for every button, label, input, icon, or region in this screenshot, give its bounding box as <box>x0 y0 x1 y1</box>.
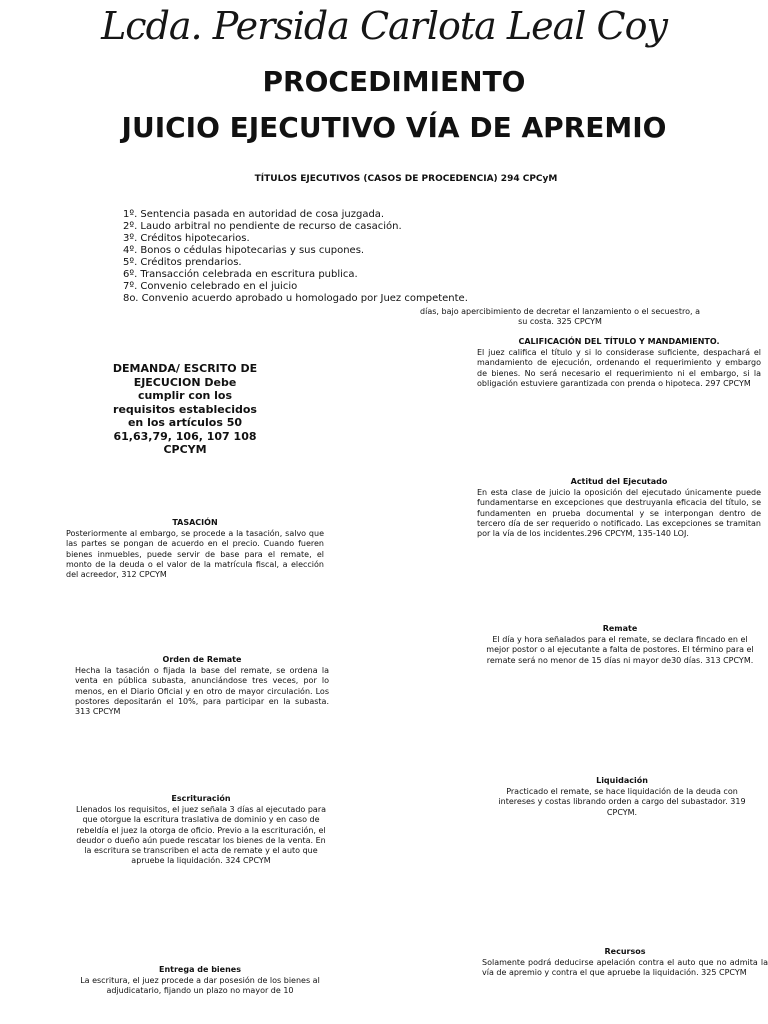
demanda-box: DEMANDA/ ESCRITO DE EJECUCION Debe cumplir con los requisitos establecidos en los artículos 50 61,63,79, 106, 107 108 CPCYM <box>112 362 258 456</box>
remate-section <box>480 624 760 666</box>
title-procedimiento: PROCEDIMIENTO <box>262 65 526 98</box>
escrituracion-body: Llenados los requisitos, el juez señala 3 días al ejecutado para que otorgue la escritura traslativa de dominio y en caso de rebeldía el juez la otorga de oficio. Previo a la escrituración, el deudor o dueño aún puede rescatar los bienes de la venta. En la escritura se transcriben el acta de remate y el auto que apruebe la liquidación. 324 CPCYM <box>75 805 327 866</box>
list-item: 1º. Sentencia pasada en autoridad de cosa juzgada. <box>123 209 385 220</box>
entrega-bienes-body: La escritura, el juez procede a dar posesión de los bienes al adjudicatario, fijando un plazo no mayor de 10 <box>80 976 320 996</box>
list-item: 4º. Bonos o cédulas hipotecarias y sus cupones. <box>123 245 365 256</box>
list-item: 6º. Transacción celebrada en escritura publica. <box>123 269 358 280</box>
list-item: 8o. Convenio acuerdo aprobado u homologado por Juez competente. <box>123 293 468 304</box>
title-juicio-ejecutivo: JUICIO EJECUTIVO VÍA DE APREMIO <box>121 111 667 144</box>
list-item: 3º. Créditos hipotecarios. <box>123 233 250 244</box>
titulos-list <box>123 209 468 305</box>
liquidacion-section <box>492 776 752 818</box>
recursos-body: Solamente podrá deducirse apelación contra el auto que no admita la vía de apremio y contra el que apruebe la liquidación. 325 CPCYM <box>482 958 768 978</box>
tasacion-heading: TASACIÓN <box>172 518 218 527</box>
recursos-section <box>482 947 768 979</box>
entrega-bienes-heading: Entrega de bienes <box>159 965 241 974</box>
actitud-section <box>477 477 761 539</box>
actitud-body: En esta clase de juicio la oposición del ejecutado únicamente puede fundamentarse en excepciones que destruyanla eficacia del título, se fundamenten en prueba documental y se interpongan dentro de tercero día de ser requerido o notificado. Las excepciones se tramitan por la vía de los incidentes.296 CPCYM, 135-140 LOJ. <box>477 488 761 539</box>
calificacion-body: El juez califica el título y si lo considerase suficiente, despachará el mandamiento de ejecución, ordenando el requerimiento y embargo de bienes. No será necesario el requerimiento ni el embargo, si la obligación estuviere garantizada con prenda o hipoteca. 297 CPCYM <box>477 348 761 388</box>
recursos-heading: Recursos <box>604 947 646 956</box>
escrituracion-heading: Escrituración <box>171 794 231 803</box>
signature: Lcda. Persida Carlota Leal Coy <box>101 4 667 48</box>
orden-remate-section <box>75 655 329 717</box>
calificacion-heading: CALIFICACIÓN DEL TÍTULO Y MANDAMIENTO. <box>518 337 720 346</box>
liquidacion-heading: Liquidación <box>596 776 648 785</box>
liquidacion-body: Practicado el remate, se hace liquidación de la deuda con intereses y costas librando orden a cargo del subastador. 319 CPCYM. <box>498 787 746 817</box>
orden-remate-heading: Orden de Remate <box>162 655 242 664</box>
tasacion-section <box>66 518 324 580</box>
remate-heading: Remate <box>602 624 638 633</box>
list-item: 5º. Créditos prendarios. <box>123 257 242 268</box>
escrituracion-section <box>75 794 327 866</box>
list-item: 7º. Convenio celebrado en el juicio <box>123 281 298 292</box>
orden-remate-body: Hecha la tasación o fijada la base del remate, se ordena la venta en pública subasta, anunciándose tres veces, por lo menos, en el Diario Oficial y en otro de mayor circulación. Los postores depositarán el 10%, para participar en la subasta. 313 CPCYM <box>75 666 329 717</box>
fragment-text: días, bajo apercibimiento de decretar el lanzamiento o el secuestro, a su costa. 325 CPCYM <box>420 307 700 326</box>
list-item: 2º. Laudo arbitral no pendiente de recurso de casación. <box>123 221 402 232</box>
remate-body: El día y hora señalados para el remate, se declara fincado en el mejor postor o al ejecutante a falta de postores. El término para el remate será no menor de 15 días ni mayor de30 días. 313 CPCYM. <box>486 635 754 665</box>
entrega-bienes-section <box>80 965 320 997</box>
actitud-heading: Actitud del Ejecutado <box>570 477 668 486</box>
calificacion-section <box>477 337 761 389</box>
tasacion-body: Posteriormente al embargo, se procede a la tasación, salvo que las partes se pongan de acuerdo en el precio. Cuando fueren bienes inmuebles, puede servir de base para el remate, el monto de la deuda o el valor de la matrícula fiscal, a elección del acreedor, 312 CPCYM <box>66 529 324 580</box>
subtitle-titulos-ejecutivos: TÍTULOS EJECUTIVOS (CASOS DE PROCEDENCIA) 294 CPCyM <box>254 174 558 184</box>
